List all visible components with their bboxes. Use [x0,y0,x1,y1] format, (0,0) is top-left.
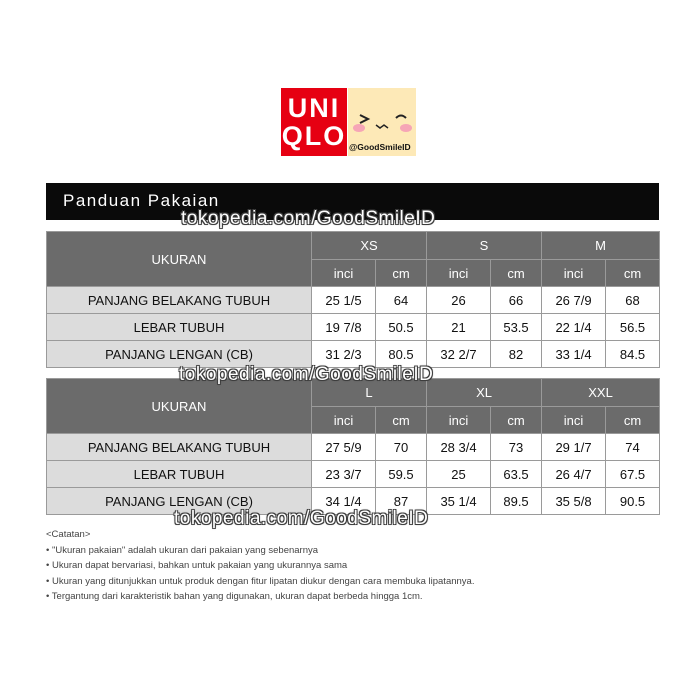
unit-header: inci [312,407,376,434]
size-header: XXL [542,379,660,407]
cell-value: 23 3/7 [312,461,376,488]
size-table-top [46,231,660,368]
cell-value: 59.5 [376,461,427,488]
note-item: • Ukuran dapat bervariasi, bahkan untuk pakaian yang ukurannya sama [46,558,656,574]
unit-header: inci [427,407,491,434]
cell-value: 31 2/3 [312,341,376,368]
row-label: LEBAR TUBUH [47,314,312,341]
cell-value: 33 1/4 [542,341,606,368]
logo-line-1: UNI [287,93,341,123]
shop-handle: @GoodSmileID [349,142,411,152]
unit-header: cm [376,407,427,434]
cell-value: 82 [491,341,542,368]
cell-value: 28 3/4 [427,434,491,461]
note-item: • Tergantung dari karakteristik bahan yang digunakan, ukuran dapat berbeda hingga 1cm. [46,589,656,605]
cell-value: 27 5/9 [312,434,376,461]
cell-value: 63.5 [491,461,542,488]
row-label: PANJANG BELAKANG TUBUH [47,434,312,461]
cell-value: 35 1/4 [427,488,491,515]
size-header: XS [312,232,427,260]
row-label: PANJANG LENGAN (CB) [47,488,312,515]
watermark-text: tokopedia.com/GoodSmileID [179,364,434,385]
cell-value: 67.5 [606,461,660,488]
cell-value: 29 1/7 [542,434,606,461]
row-label: LEBAR TUBUH [47,461,312,488]
cell-value: 19 7/8 [312,314,376,341]
size-header: XL [427,379,542,407]
unit-header: inci [427,260,491,287]
unit-header: cm [376,260,427,287]
cell-value: 66 [491,287,542,314]
cell-value: 26 7/9 [542,287,606,314]
cell-value: 34 1/4 [312,488,376,515]
note-item: • Ukuran yang ditunjukkan untuk produk dengan fitur lipatan diukur dengan cara membuka lipatannya. [46,574,656,590]
unit-header: inci [312,260,376,287]
cell-value: 53.5 [491,314,542,341]
cell-value: 26 [427,287,491,314]
table-row [47,461,660,488]
unit-header: cm [491,260,542,287]
page-title: Panduan Pakaian [63,191,220,210]
cell-value: 25 1/5 [312,287,376,314]
cell-value: 21 [427,314,491,341]
row-label: PANJANG LENGAN (CB) [47,341,312,368]
size-header: L [312,379,427,407]
cell-value: 87 [376,488,427,515]
size-table-bottom [46,378,660,515]
unit-header: cm [606,260,660,287]
table-row [47,314,660,341]
unit-header: cm [491,407,542,434]
cell-value: 84.5 [606,341,660,368]
uniqlo-logo [281,88,347,156]
table-row [47,287,660,314]
row-label: PANJANG BELAKANG TUBUH [47,287,312,314]
cell-value: 50.5 [376,314,427,341]
notes-section [46,527,656,605]
unit-header: inci [542,260,606,287]
cell-value: 22 1/4 [542,314,606,341]
cell-value: 32 2/7 [427,341,491,368]
cell-value: 90.5 [606,488,660,515]
cell-value: 89.5 [491,488,542,515]
unit-header: inci [542,407,606,434]
cell-value: 64 [376,287,427,314]
cell-value: 25 [427,461,491,488]
size-header: M [542,232,660,260]
cell-value: 74 [606,434,660,461]
unit-header: cm [606,407,660,434]
ukuran-header: UKURAN [47,232,312,287]
cell-value: 70 [376,434,427,461]
cell-value: 35 5/8 [542,488,606,515]
goodsmile-logo [348,88,416,156]
cell-value: 26 4/7 [542,461,606,488]
size-header: S [427,232,542,260]
logo-line-2: QLO [281,121,347,151]
watermark-text: tokopedia.com/GoodSmileID [181,208,436,229]
watermark-text: tokopedia.com/GoodSmileID [174,508,429,529]
notes-heading: <Catatan> [46,529,91,540]
note-item: • "Ukuran pakaian" adalah ukuran dari pakaian yang sebenarnya [46,543,656,559]
table-row [47,434,660,461]
ukuran-header: UKURAN [47,379,312,434]
cell-value: 80.5 [376,341,427,368]
cell-value: 68 [606,287,660,314]
cell-value: 73 [491,434,542,461]
cell-value: 56.5 [606,314,660,341]
